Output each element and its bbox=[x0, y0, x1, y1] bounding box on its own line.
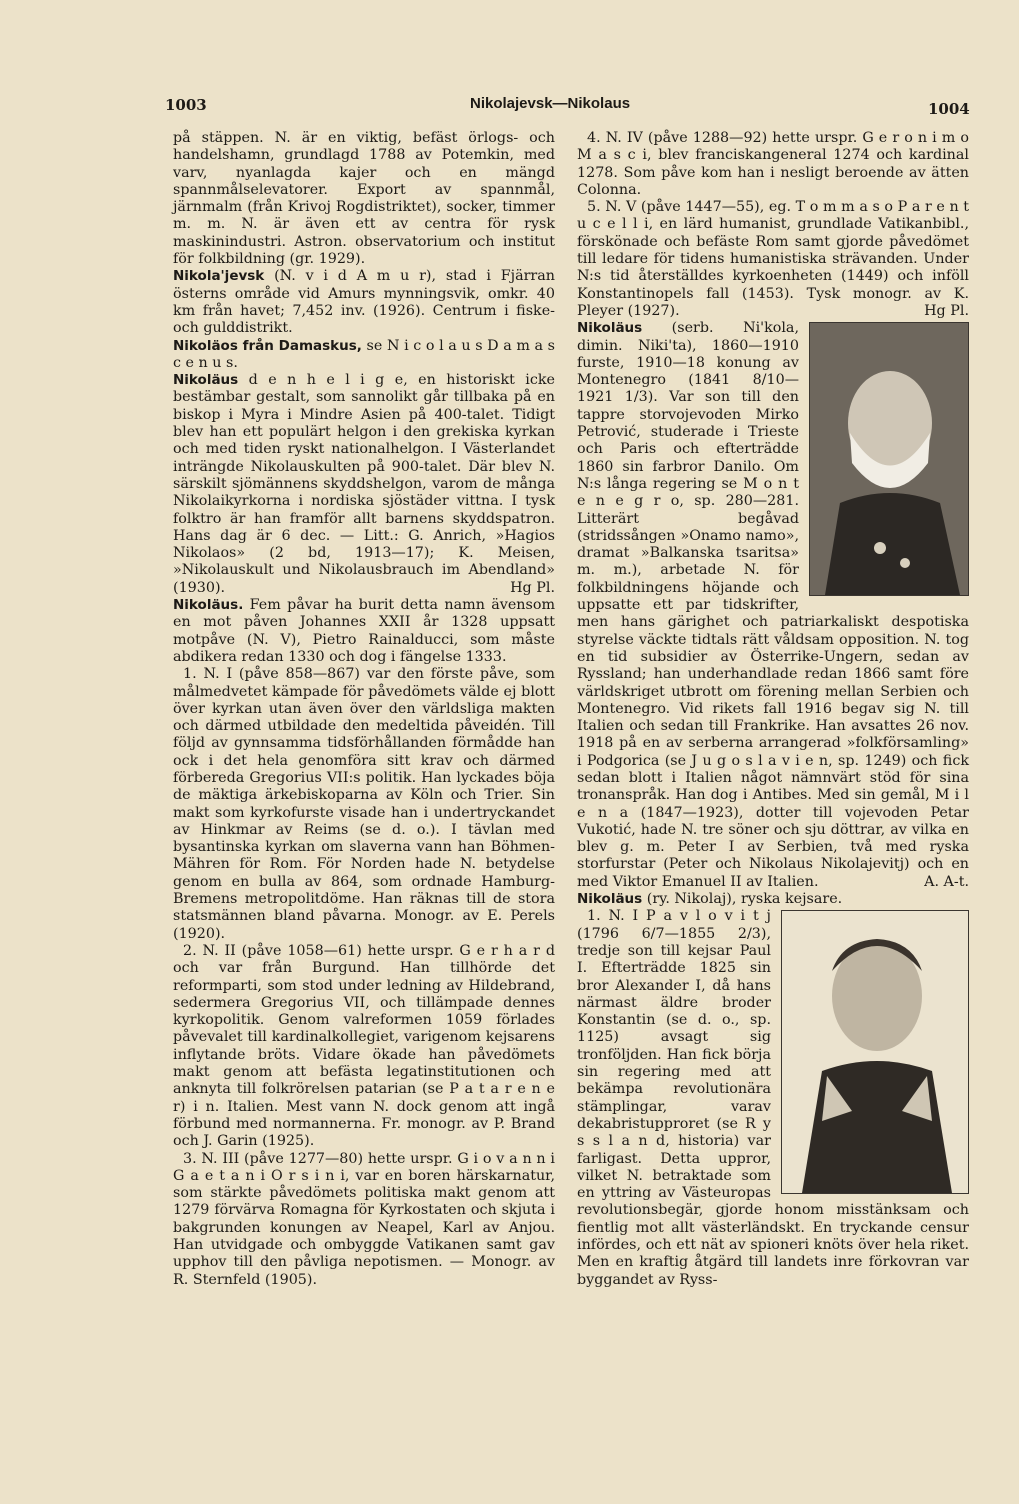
entry-nikolaus-popes bbox=[173, 597, 555, 666]
headword: Nikoläus. bbox=[173, 597, 244, 614]
entry-nikolaos bbox=[173, 338, 555, 373]
headword: Nikoläus bbox=[173, 372, 239, 389]
right-column bbox=[577, 130, 969, 1289]
entry-text: se N i c o l a u s D a m a s c e n u s. bbox=[173, 337, 556, 371]
left-column bbox=[173, 130, 555, 1289]
paragraph: 2. N. II (påve 1058—61) hette urspr. G e r h a r d och var från Burgund. Han tillhörde det reformparti, som stod under ledning av Hildebrand, sedermera Gregorius VII, och tillämpade dennes kyrkopolitik. Genom valreformen 1059 förlades påvevalet till kardinalkollegiet, varigenom kejsarens inflytande bröts. Vidare ökade han påvedömets makt genom att befästa legatinstitutionen och anknyta till folkrörelsen patarian (se P a t a r e n e r) i n. Italien. Mest vann N. dock genom att ingå förbund med normannerna. Fr. monogr. av P. Brand och J. Garin (1925). bbox=[173, 942, 555, 1150]
portrait-nicholas-i bbox=[781, 910, 969, 1194]
headword: Nikoläus bbox=[577, 320, 643, 337]
author-signature: Hg Pl. bbox=[510, 579, 555, 596]
entry-text: 5. N. V (påve 1447—55), eg. T o m m a s o P a r e n t u c e l l i, en lärd humanist, grundlade Vatikanbibl., förskönade och befäste Rom samt gjorde påvedömet till ledare för tidens humanistiska strävanden. Under N:s tid återställdes kyrkoenheten (1449) och inföll Konstantinopels fall (1453). Tysk monogr. av K. Pleyer (1927). bbox=[577, 199, 969, 319]
running-head: Nikolajevsk—Nikolaus bbox=[470, 95, 631, 112]
entry-text: (ry. Nikolaj), ryska kejsare. bbox=[642, 891, 843, 908]
paragraph: på stäppen. N. är en viktig, befäst örlogs- och handelshamn, grundlagd 1788 av Potemkin, med varv, nyanlagda kajer och en mängd spannmålselevatorer. Export av spannmål, järnmalm (från Krivoj Rogdistriktet), socker, timmer m. m. N. är även ett av centra för rysk maskinindustri. Astron. observatorium och institut för folkbildning (gr. 1929). bbox=[173, 130, 555, 268]
entry-nikolaus-saint bbox=[173, 372, 555, 597]
portrait-nikola-montenegro bbox=[809, 322, 969, 596]
page-number-left: 1003 bbox=[165, 96, 207, 114]
entry-nikolaus-russia bbox=[577, 891, 969, 908]
paragraph: 1. N. I (påve 858—867) var den förste påve, som målmedvetet kämpade för påvedömets välde ej blott över kyrkan utan även över den världsliga makten och därmed utbildade den medeltida påveidén. Till följd av gynnsamma tidsförhållanden förmådde han ock i det hela genomföra sitt krav och därmed förbereda Gregorius VII:s politik. Han lyckades böja de mäktiga ärkebiskoparna av Köln och Trier. Sin makt som kyrkofurste visade han i undertryckandet av Hinkmar av Reims (se d. o.). I tävlan med bysantinska kyrkan om slaverna vann han Böhmen-Mähren för Rom. För Norden hade N. betydelse genom en bulla av 864, som ordnade Hamburg-Bremens metropolitdöme. Han räknas till de stora statsmännen bland påvarna. Monogr. av E. Perels (1920). bbox=[173, 666, 555, 942]
entry-text: Fem påvar ha burit detta namn ävensom en mot påven Johannes XXII år 1328 uppsatt motpåve (N. V), Pietro Rainalducci, som måste abdikera redan 1330 och dog i fängelse 1333. bbox=[173, 597, 555, 665]
author-signature: A. A-t. bbox=[924, 873, 969, 890]
author-signature: Hg Pl. bbox=[924, 302, 969, 319]
entry-text: (N. v i d A m u r), stad i Fjärran österns område vid Amurs mynningsvik, omkr. 40 km från havet; 7,452 inv. (1926). Centrum i fiske- och gulddistrikt. bbox=[173, 268, 555, 337]
entry-text: (serb. Ni'kola, dimin. Niki'ta), 1860—1910 furste, 1910—18 konung av Montenegro (1841 8/10—1921 1/3). Var son till den tappre storvojevoden Mirko Petrović, studerade i Trieste och Paris och efterträdde 1860 sin farbror Danilo. Om N:s långa regering se M o n t e n e g r o, sp. 280—281. Litterärt begåvad (stridssången »Onamo namo», dramat »Balkanska tsaritsa» m. m.), arbetade N. för folkbildningens höjande och uppsatte ett par tidskrifter, men hans gärighet och patriarkaliskt despotiska styrelse väckte tidtals rätt våldsam opposition. N. tog en tid subsidier av Österrike-Ungern, sedan av Ryssland; han underhandlade redan 1866 samt före världskriget utbrott om förening mellan Serbien och Montenegro. Vid rikets fall 1916 begav sig N. till Italien och sedan till Frankrike. Han avsattes 26 nov. 1918 på en av serberna arrangerad »folkförsamling» i Podgorica (se J u g o s l a v i e n, sp. 1249) och fick sedan blott i Italien något nämnvärt stöd för sina tronanspråk. Han dog i Antibes. Med sin gemål, M i l e n a (1847—1923), dotter till vojevoden Petar Vukotić, hade N. tre söner och sju döttrar, av vilka en blev g. m. Peter I av Serbien, två med ryska storfurstar (Peter och Nikolaus Nikolajevitj) och en med Viktor Emanuel II av Italien. bbox=[577, 320, 969, 890]
headword: Nikoläus bbox=[577, 891, 643, 908]
paragraph: 1. N. I P a v l o v i t j (1796 6/7—1855 2/3), tredje son till kejsar Paul I. Efterträdde 1825 sin bror Alexander I, då hans närmast äldre broder Konstantin (se d. o., sp. 1125) avsagt sig tronföljden. Han fick börja sin regering med att bekämpa revolutionära stämplingar, varav dekabristupproret (se R y s s l a n d, historia) var farligast. Detta uppror, vilket N. betraktade som en yttring av Västeuropas revolutionsbegär, gjorde honom misstänksam och fientlig mot allt västerländskt. En tryckande censur infördes, och ett nät av spioneri knöts över hela riket. Men en kraftig åtgärd till landets inre förkovran var byggandet av Ryss- bbox=[577, 908, 969, 1288]
paragraph: 4. N. IV (påve 1288—92) hette urspr. G e r o n i m o M a s c i, blev franciskangeneral 1274 och kardinal 1278. Som påve kom han i nesligt beroende av ätten Colonna. bbox=[577, 130, 969, 198]
paragraph bbox=[577, 199, 969, 320]
headword: Nikoläos från Damaskus, bbox=[173, 337, 362, 354]
entry-nikolajevsk bbox=[173, 268, 555, 337]
paragraph: 3. N. III (påve 1277—80) hette urspr. G i o v a n n i G a e t a n i O r s i n i, var en boren härskarnatur, som stärkte påvedömets politiska makt genom att 1279 förvärva Romagna för Kyrkostaten och skjuta i bakgrunden konungen av Neapel, Karl av Anjou. Han utvidgade och ombyggde Vatikanen samt gav upphov till den påvliga nepotismen. — Monogr. av R. Sternfeld (1905). bbox=[173, 1150, 555, 1288]
page-number-right: 1004 bbox=[928, 100, 970, 118]
headword: Nikola'jevsk bbox=[173, 268, 265, 285]
entry-text: d e n h e l i g e, en historiskt icke bestämbar gestalt, som sannolikt går tillbaka på en biskop i Myra i Mindre Asien på 400-talet. Tidigt blev han ett populärt helgon i den grekiska kyrkan och med tiden ryskt nationalhelgon. I Västerlandet inträngde Nikolauskulten på 900-talet. Där blev N. särskilt sjömännens skyddshelgon, varom de många Nikolaikyrkorna i nordiska sjöstäder vittna. I tysk folktro är han framför allt barnens skyddspatron. Hans dag är 6 dec. — Litt.: G. Anrich, »Hagios Nikolaos» (2 bd, 1913—17); K. Meisen, »Nikolauskult und Nikolausbrauch im Abendland» (1930). bbox=[173, 372, 555, 596]
